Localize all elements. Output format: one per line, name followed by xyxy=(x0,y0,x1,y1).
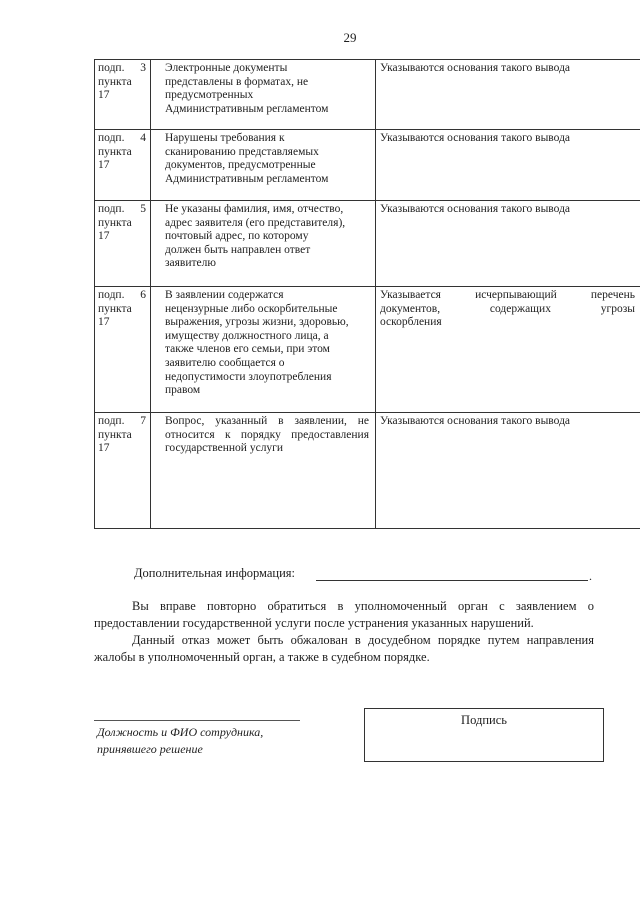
violation-cell: Электронные документы представлены в форматах, не предусмотренных Административным регламентом xyxy=(151,60,376,130)
explanation-cell: Указываются основания такого вывода xyxy=(376,60,640,130)
appeal-paragraph: Данный отказ может быть обжалован в досудебном порядке путем направления жалобы в уполномоченный орган, а также в судебном порядке. xyxy=(94,633,594,664)
point-reference-cell: подп. 4 пункта 17 xyxy=(95,130,151,201)
additional-info-line xyxy=(316,580,588,581)
explanation-cell: Указываются основания такого вывода xyxy=(376,201,640,287)
refusal-grounds-table xyxy=(94,59,640,529)
additional-info-dot: . xyxy=(589,569,592,583)
signature-label: Подпись xyxy=(461,713,507,727)
page-number: 29 xyxy=(343,30,357,45)
reapply-paragraph: Вы вправе повторно обратиться в уполномоченный орган с заявлением о предоставлении государственной услуги после устранения указанных нарушений. xyxy=(94,599,594,630)
table-row xyxy=(95,60,640,130)
explanation-cell: Указывается исчерпывающий перечень документов, содержащих угрозы оскорбления xyxy=(376,287,640,413)
explanation-cell: Указываются основания такого вывода xyxy=(376,413,640,529)
signature-line xyxy=(94,720,300,721)
point-reference-cell: подп. 3 пункта 17 xyxy=(95,60,151,130)
table-row xyxy=(95,287,640,413)
signature-box xyxy=(364,708,604,762)
table-row xyxy=(95,201,640,287)
explanation-cell: Указываются основания такого вывода xyxy=(376,130,640,201)
table-row xyxy=(95,413,640,529)
official-position-label: Должность и ФИО сотрудника, принявшего решение xyxy=(97,725,264,756)
violation-cell: Не указаны фамилия, имя, отчество, адрес заявителя (его представителя), почтовый адрес, по которому должен быть направлен ответ заявителю xyxy=(151,201,376,287)
point-reference-cell: подп. 6 пункта 17 xyxy=(95,287,151,413)
table-row xyxy=(95,130,640,201)
point-reference-cell: подп. 5 пункта 17 xyxy=(95,201,151,287)
violation-cell: Нарушены требования к сканированию представляемых документов, предусмотренные Административным регламентом xyxy=(151,130,376,201)
violation-cell: Вопрос, указанный в заявлении, не относится к порядку предоставления государственной услуги xyxy=(151,413,376,529)
additional-info-label: Дополнительная информация: xyxy=(134,566,295,580)
point-reference-cell: подп. 7 пункта 17 xyxy=(95,413,151,529)
violation-cell: В заявлении содержатся нецензурные либо оскорбительные выражения, угрозы жизни, здоровью, имуществу должностного лица, а также членов его семьи, при этом заявителю сообщается о недопустимости злоупотребления правом xyxy=(151,287,376,413)
